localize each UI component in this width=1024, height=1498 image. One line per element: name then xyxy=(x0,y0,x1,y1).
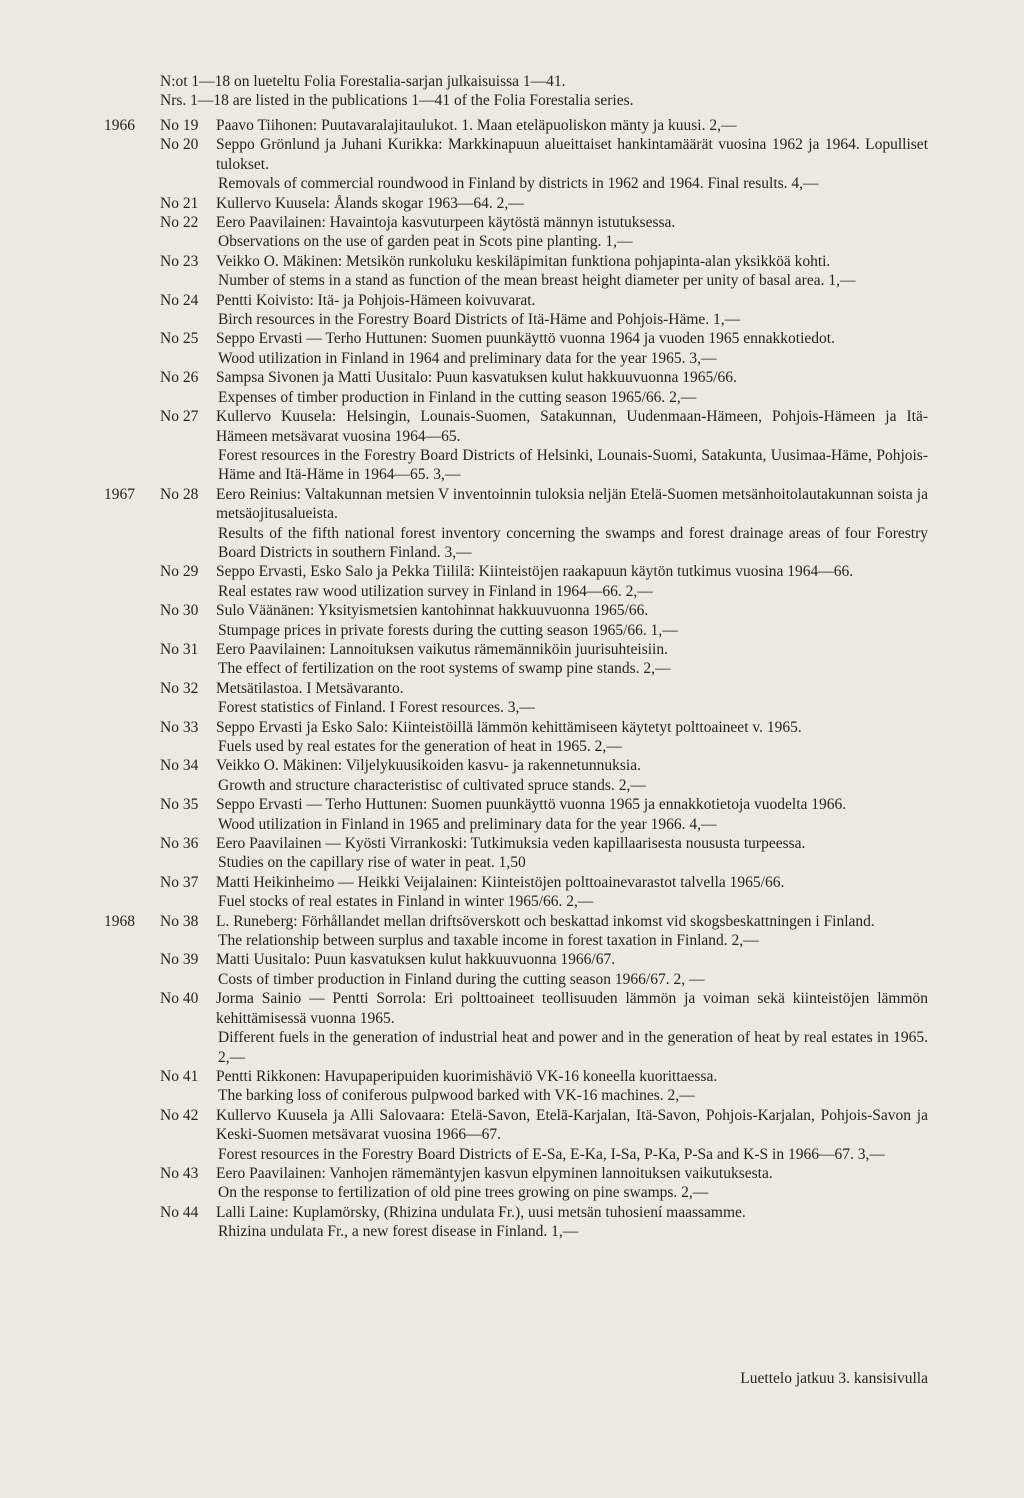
entry-title-original: Eero Paavilainen: Havaintoja kasvuturpeen käytöstä männyn istutuksessa. xyxy=(216,214,676,232)
entry-number: No 39 xyxy=(160,951,199,969)
entry-number: No 35 xyxy=(160,796,199,814)
entry-title-original: Eero Reinius: Valtakunnan metsien V inventoinnin tuloksia neljän Etelä-Suomen metsänhoitolautakunnan soista ja metsäojitusalueista. xyxy=(216,485,928,523)
publication-entry xyxy=(0,873,1024,912)
entry-title-original: Veikko O. Mäkinen: Viljelykuusikoiden kasvu- ja rakennetunnuksia. xyxy=(216,757,641,775)
publication-entry xyxy=(0,834,1024,873)
entry-title-original: Metsätilastoa. I Metsävaranto. xyxy=(216,679,404,697)
publication-entry xyxy=(0,407,1024,485)
entry-number: No 30 xyxy=(160,602,199,620)
publication-entry xyxy=(0,756,1024,795)
publication-entry xyxy=(0,601,1024,640)
entry-title-english: Rhizina undulata Fr., a new forest disease in Finland. 1,— xyxy=(218,1223,579,1241)
entry-title-original: Eero Paavilainen: Vanhojen rämemäntyjen kasvun elpyminen lannoituksen vaikutuksesta. xyxy=(216,1164,773,1182)
entry-title-english: On the response to fertilization of old pine trees growing on pine swamps. 2,— xyxy=(218,1184,709,1202)
entry-title-english: Results of the fifth national forest inventory concerning the swamps and forest drainage areas of four Forestry Board Districts in southern Finland. 3,— xyxy=(218,524,928,561)
entry-title-original: Jorma Sainio — Pentti Sorrola: Eri polttoaineet teollisuuden lämmön ja voiman sekä kiinteistöjen lämmön kehittämisessä vuonna 1965. xyxy=(216,990,928,1027)
publication-entry xyxy=(0,1203,1024,1242)
entry-number: No 26 xyxy=(160,369,199,387)
entry-title-english: Different fuels in the generation of industrial heat and power and in the generation of heat by real estates in 1965. 2,— xyxy=(218,1029,928,1066)
entry-title-original: Sampsa Sivonen ja Matti Uusitalo: Puun kasvatuksen kulut hakkuuvuonna 1965/66. xyxy=(216,369,737,387)
entry-number: No 31 xyxy=(160,640,199,658)
entry-year: 1967 xyxy=(104,485,135,503)
publication-entry xyxy=(0,368,1024,407)
publication-entry xyxy=(0,912,1024,951)
entry-number: No 22 xyxy=(160,214,199,232)
publication-list xyxy=(0,116,1024,1242)
entry-year: 1968 xyxy=(104,912,135,930)
entry-title-original: Paavo Tiihonen: Puutavaralajitaulukot. 1. Maan eteläpuoliskon mänty ja kuusi. 2,— xyxy=(216,117,737,134)
publication-entry xyxy=(0,1106,1024,1164)
entry-title-original: Seppo Ervasti ja Esko Salo: Kiinteistöillä lämmön kehittämiseen käytetyt polttoaineet v. 1965. xyxy=(216,718,802,736)
publication-entry xyxy=(0,562,1024,601)
entry-number: No 32 xyxy=(160,679,199,697)
entry-number: No 25 xyxy=(160,330,199,348)
entry-title-original: Eero Paavilainen — Kyösti Virrankoski: Tutkimuksia veden kapillaarisesta noususta turpeessa. xyxy=(216,835,806,853)
entry-title-original: Pentti Koivisto: Itä- ja Pohjois-Hämeen koivuvarat. xyxy=(216,291,536,309)
publication-entry xyxy=(0,485,1024,563)
entry-number: No 19 xyxy=(160,117,199,134)
entry-title-english: Wood utilization in Finland in 1964 and preliminary data for the year 1965. 3,— xyxy=(218,349,717,367)
publication-entry xyxy=(0,135,1024,193)
entry-title-original: Veikko O. Mäkinen: Metsikön runkoluku keskiläpimitan funktiona pohjapinta-alan yksikköä kohti. xyxy=(216,252,831,270)
entry-title-english: Forest statistics of Finland. I Forest resources. 3,— xyxy=(218,699,535,717)
entry-number: No 38 xyxy=(160,912,199,930)
publication-entry xyxy=(0,213,1024,252)
entry-title-original: Seppo Ervasti, Esko Salo ja Pekka Tiililä: Kiinteistöjen raakapuun käytön tutkimus vuosina 1964—66. xyxy=(216,563,854,581)
publication-entry xyxy=(0,329,1024,368)
entry-title-original: Kullervo Kuusela: Ålands skogar 1963—64. 2,— xyxy=(216,194,524,212)
publication-entry xyxy=(0,291,1024,330)
publication-entry xyxy=(0,795,1024,834)
entry-title-english: The effect of fertilization on the root systems of swamp pine stands. 2,— xyxy=(218,660,671,678)
publication-entry xyxy=(0,718,1024,757)
publication-entry xyxy=(0,950,1024,989)
entry-title-english: Forest resources in the Forestry Board Districts of E-Sa, E-Ka, I-Sa, P-Ka, P-Sa and K-S in 1966—67. 3,— xyxy=(218,1145,885,1163)
entry-title-english: Expenses of timber production in Finland in the cutting season 1965/66. 2,— xyxy=(218,388,697,406)
entry-number: No 23 xyxy=(160,252,199,270)
entry-number: No 28 xyxy=(160,485,199,503)
entry-title-original: Sulo Väänänen: Yksityismetsien kantohinnat hakkuuvuonna 1965/66. xyxy=(216,602,649,620)
entry-number: No 42 xyxy=(160,1106,199,1124)
publication-entry xyxy=(0,640,1024,679)
entry-title-english: The barking loss of coniferous pulpwood barked with VK-16 machines. 2,— xyxy=(218,1087,695,1105)
entry-title-english: Forest resources in the Forestry Board Districts of Helsinki, Lounais-Suomi, Satakunta, Uusimaa-Häme, Pohjois-Häme and Itä-Häme in 1964—65. 3,— xyxy=(218,446,928,484)
entry-title-english: Wood utilization in Finland in 1965 and preliminary data for the year 1966. 4,— xyxy=(218,815,717,833)
intro-line-finnish: N:ot 1—18 on lueteltu Folia Forestalia-sarjan julkaisuissa 1—41. xyxy=(160,73,566,90)
publication-entry xyxy=(0,116,1024,135)
entry-title-english: Observations on the use of garden peat in Scots pine planting. 1,— xyxy=(218,233,633,251)
entry-number: No 33 xyxy=(160,718,199,736)
entry-year: 1966 xyxy=(104,117,135,134)
entry-title-english: Costs of timber production in Finland during the cutting season 1966/67. 2, — xyxy=(218,970,705,988)
entry-number: No 37 xyxy=(160,873,199,891)
entry-number: No 20 xyxy=(160,136,199,154)
entry-number: No 21 xyxy=(160,194,199,212)
entry-title-original: Lalli Laine: Kuplamörsky, (Rhizina undulata Fr.), uusi metsän tuhosiení maassamme. xyxy=(216,1203,746,1221)
intro-line-english: Nrs. 1—18 are listed in the publications 1—41 of the Folia Forestalia series. xyxy=(160,92,634,109)
entry-number: No 27 xyxy=(160,408,199,426)
entry-title-english: Growth and structure characteristisc of cultivated spruce stands. 2,— xyxy=(218,776,646,794)
entry-title-english: Real estates raw wood utilization survey in Finland in 1964—66. 2,— xyxy=(218,582,653,600)
entry-number: No 29 xyxy=(160,563,199,581)
intro-block xyxy=(160,72,950,110)
entry-title-original: Seppo Ervasti — Terho Huttunen: Suomen puunkäyttö vuonna 1965 ja ennakkotietoja vuodelta 1966. xyxy=(216,796,847,814)
entry-title-original: L. Runeberg: Förhållandet mellan driftsöverskott och beskattad inkomst vid skogsbeskattningen i Finland. xyxy=(216,912,875,930)
entry-title-english: The relationship between surplus and taxable income in forest taxation in Finland. 2,— xyxy=(218,932,759,950)
entry-number: No 24 xyxy=(160,291,199,309)
entry-number: No 40 xyxy=(160,990,199,1008)
publication-entry xyxy=(0,1067,1024,1106)
publication-entry xyxy=(0,252,1024,291)
publication-entry xyxy=(0,194,1024,213)
entry-title-original: Seppo Ervasti — Terho Huttunen: Suomen puunkäyttö vuonna 1964 ja vuoden 1965 ennakkotiedot. xyxy=(216,330,835,348)
continuation-note: Luettelo jatkuu 3. kansisivulla xyxy=(740,1370,928,1387)
entry-title-english: Stumpage prices in private forests during the cutting season 1965/66. 1,— xyxy=(218,621,678,639)
entry-number: No 36 xyxy=(160,835,199,853)
publication-entry xyxy=(0,679,1024,718)
entry-title-original: Kullervo Kuusela: Helsingin, Lounais-Suomen, Satakunnan, Uudenmaan-Hämeen, Pohjois-Hämeen ja Itä-Hämeen metsävarat vuosina 1964—65. xyxy=(216,408,928,445)
entry-number: No 34 xyxy=(160,757,199,775)
entry-title-english: Fuels used by real estates for the generation of heat in 1965. 2,— xyxy=(218,738,622,755)
entry-title-original: Seppo Grönlund ja Juhani Kurikka: Markkinapuun alueittaiset hankintamäärät vuosina 1962 ja 1964. Lopulliset tulokset. xyxy=(216,136,928,173)
entry-title-english: Birch resources in the Forestry Board Districts of Itä-Häme and Pohjois-Häme. 1,— xyxy=(218,311,741,329)
entry-title-english: Fuel stocks of real estates in Finland in winter 1965/66. 2,— xyxy=(218,893,594,911)
entry-title-original: Matti Heikinheimo — Heikki Veijalainen: Kiinteistöjen polttoainevarastot talvella 1965/66. xyxy=(216,873,785,891)
entry-title-original: Kullervo Kuusela ja Alli Salovaara: Etelä-Savon, Etelä-Karjalan, Itä-Savon, Pohjois-Karjalan, Pohjois-Savon ja Keski-Suomen metsävarat vuosina 1966—67. xyxy=(216,1106,928,1144)
entry-title-english: Number of stems in a stand as function of the mean breast height diameter per unity of basal area. 1,— xyxy=(218,272,856,290)
publication-entry xyxy=(0,1164,1024,1203)
entry-title-original: Matti Uusitalo: Puun kasvatuksen kulut hakkuuvuonna 1966/67. xyxy=(216,951,616,969)
entry-number: No 43 xyxy=(160,1164,199,1182)
entry-title-original: Eero Paavilainen: Lannoituksen vaikutus rämemänniköin juurisuhteisiin. xyxy=(216,640,668,658)
entry-number: No 41 xyxy=(160,1067,199,1085)
entry-title-original: Pentti Rikkonen: Havupaperipuiden kuorimishäviö VK-16 koneella kuorittaessa. xyxy=(216,1067,718,1085)
entry-title-english: Studies on the capillary rise of water in peat. 1,50 xyxy=(218,854,526,872)
entry-title-english: Removals of commercial roundwood in Finland by districts in 1962 and 1964. Final results. 4,— xyxy=(218,175,819,193)
entry-number: No 44 xyxy=(160,1203,199,1221)
publication-entry xyxy=(0,989,1024,1067)
